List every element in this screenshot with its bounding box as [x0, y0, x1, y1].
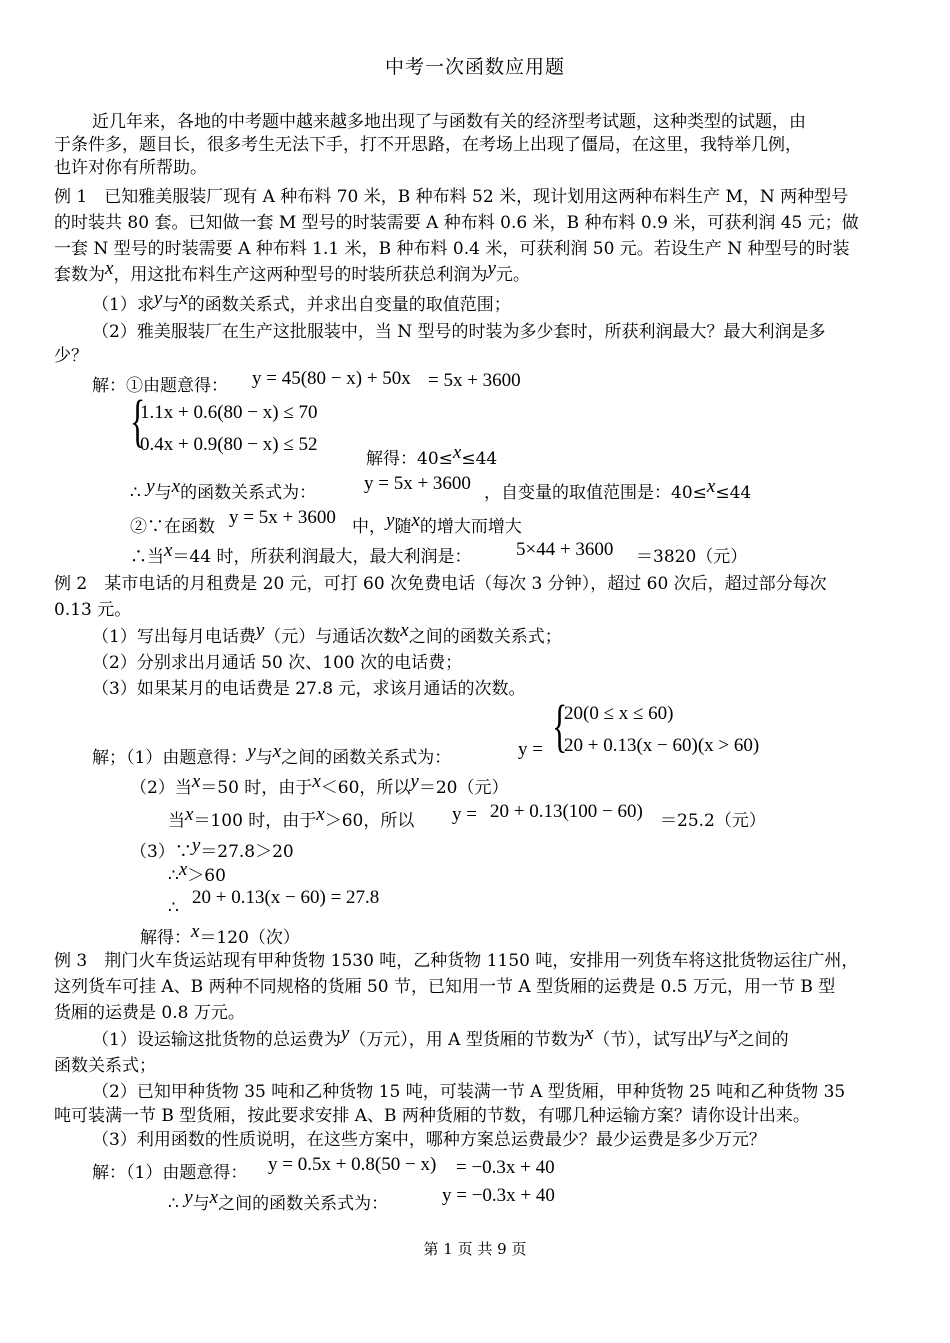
page-title: 中考一次函数应用题: [384, 56, 565, 78]
ex3-solution-2-eq: y = −0.3x + 40: [442, 1185, 555, 1206]
ex2-line-2: 0.13 元。: [54, 600, 132, 620]
page-footer: 第 1 页 共 9 页: [423, 1240, 527, 1258]
ex1-range: 解得：40≤x≤44: [366, 442, 498, 469]
ex3-solution-2: ∴ y与x之间的函数关系式为：: [168, 1187, 389, 1214]
ex2-solution-1-y: y =: [518, 739, 543, 760]
ex2-piecewise-1: 20(0 ≤ x ≤ 60): [564, 703, 674, 724]
ex2-solution-3-eq: 20 + 0.13(100 − 60): [490, 801, 643, 822]
ex1-domain: ，自变量的取值范围是：40≤x≤44: [484, 476, 752, 503]
ex1-therefore-1: ∴ y与x的函数关系式为：: [130, 476, 317, 503]
ex1-step2: ②∵在函数: [130, 517, 215, 537]
ex3-line-1: 例 3 荆门火车货运站现有甲种货物 1530 吨，乙种货物 1150 吨，安排用一列货车将这批货物运往广州，: [54, 951, 859, 971]
ex2-solution-5: ∴x＞60: [168, 859, 226, 886]
ex3-solution-1: 解：（1）由题意得：: [92, 1163, 248, 1183]
ex1-line-2: 的时装共 80 套。已知做一套 M 型号的时装需要 A 种布料 0.6 米，B 种布料 0.9 米，可获利润 45 元；做: [54, 213, 859, 233]
ex2-line-1: 例 2 某市电话的月租费是 20 元，可打 60 次免费电话（每次 3 分钟），超过 60 次后，超过部分每次: [54, 574, 827, 594]
ex3-question-3: （3）利用函数的性质说明，在这些方案中，哪种方案总运费最少？最少运费是多少万元？: [92, 1130, 766, 1150]
ex1-line-3: 一套 N 型号的时装需要 A 种布料 1.1 米，B 种布料 0.4 米，可获利润 50 元。若设生产 N 种型号的时装: [54, 239, 850, 259]
ex1-line-4: 套数为x，用这批布料生产这两种型号的时装所获总利润为y元。: [54, 258, 530, 285]
ex1-equation-1-result: = 5x + 3600: [428, 370, 521, 391]
ex2-solution-2: （2）当x＝50 时，由于x＜60，所以y＝20（元）: [130, 771, 509, 798]
ex2-solution-3: 当x＝100 时，由于x＞60，所以: [168, 804, 415, 831]
ex2-solution-6: ∴: [168, 898, 179, 918]
ex3-question-1-cont: 函数关系式；: [54, 1056, 156, 1076]
ex2-solution-6-eq: 20 + 0.13(x − 60) = 27.8: [192, 887, 380, 908]
ex1-inequality-1: 1.1x + 0.6(80 − x) ≤ 70: [140, 402, 318, 423]
ex1-step3-result: ＝3820（元）: [636, 547, 748, 567]
ex2-piecewise-brace: {: [552, 693, 568, 758]
ex1-question-1: （1）求y与x的函数关系式，并求出自变量的取值范围；: [92, 288, 511, 315]
ex1-step3: ∴当x＝44 时，所获利润最大，最大利润是：: [130, 540, 472, 567]
ex2-piecewise-2: 20 + 0.13(x − 60)(x > 60): [564, 735, 760, 756]
ex1-step3-eq: 5×44 + 3600: [516, 539, 614, 560]
ex1-question-2: （2）雅美服装厂在生产这批服装中，当 N 型号的时装为多少套时，所获利润最大？最大利润是多: [92, 322, 826, 342]
ex1-inequality-2: 0.4x + 0.9(80 − x) ≤ 52: [140, 434, 318, 455]
ex1-step2-eq: y = 5x + 3600: [229, 507, 336, 528]
ex2-solution-4: （3）∵y＝27.8＞20: [130, 835, 294, 862]
ex3-question-2-cont: 吨可装满一节 B 型货厢，按此要求安排 A、B 两种货厢的节数，有哪几种运输方案？请你设计出来。: [54, 1106, 810, 1126]
ex1-question-2-cont: 少？: [54, 346, 88, 366]
ex2-question-2: （2）分别求出月通话 50 次、100 次的电话费；: [92, 653, 463, 673]
ex3-question-1: （1）设运输这批货物的总运费为y（万元），用 A 型货厢的节数为x（节），试写出y与x之间的: [92, 1023, 789, 1050]
ex3-line-3: 货厢的运费是 0.8 万元。: [54, 1003, 245, 1023]
intro-line-1: 近几年来，各地的中考题中越来越多地出现了与函数有关的经济型考试题，这种类型的试题，由: [92, 112, 806, 132]
ex1-line-1: 例 1 已知雅美服装厂现有 A 种布料 70 米，B 种布料 52 米，现计划用这两种布料生产 M，N 两种型号: [54, 187, 849, 207]
ex1-function-eq: y = 5x + 3600: [364, 473, 471, 494]
ex2-solution-1: 解；（1）由题意得：y与x之间的函数关系式为：: [92, 741, 452, 768]
ex3-question-2: （2）已知甲种货物 35 吨和乙种货物 15 吨，可装满一节 A 型货厢，甲种货物 25 吨和乙种货物 35: [92, 1082, 846, 1102]
ex1-system-brace: {: [130, 388, 146, 453]
intro-line-2: 于条件多，题目长，很多考生无法下手，打不开思路，在考场上出现了僵局，在这里，我特举几例，: [54, 135, 802, 155]
intro-line-3: 也许对你有所帮助。: [54, 158, 207, 178]
ex2-solution-3-y: y =: [452, 804, 477, 825]
ex2-question-1: （1）写出每月电话费y（元）与通话次数x之间的函数关系式；: [92, 620, 562, 647]
ex2-solution-7: 解得：x＝120（次）: [140, 921, 300, 948]
ex1-step2-text: 中，y随x的增大而增大: [352, 510, 522, 537]
ex3-line-2: 这列货车可挂 A、B 两种不同规格的货厢 50 节，已知用一节 A 型货厢的运费是 0.5 万元，用一节 B 型: [54, 977, 836, 997]
ex3-solution-1-eq: y = 0.5x + 0.8(50 − x): [268, 1154, 437, 1175]
ex3-solution-1-result: = −0.3x + 40: [456, 1157, 555, 1178]
ex1-solution-step1: 解：①由题意得：: [92, 376, 228, 396]
ex2-question-3: （3）如果某月的电话费是 27.8 元，求该月通话的次数。: [92, 679, 526, 699]
ex2-solution-3-result: ＝25.2（元）: [660, 811, 766, 831]
ex1-equation-1: y = 45(80 − x) + 50x: [252, 368, 411, 389]
